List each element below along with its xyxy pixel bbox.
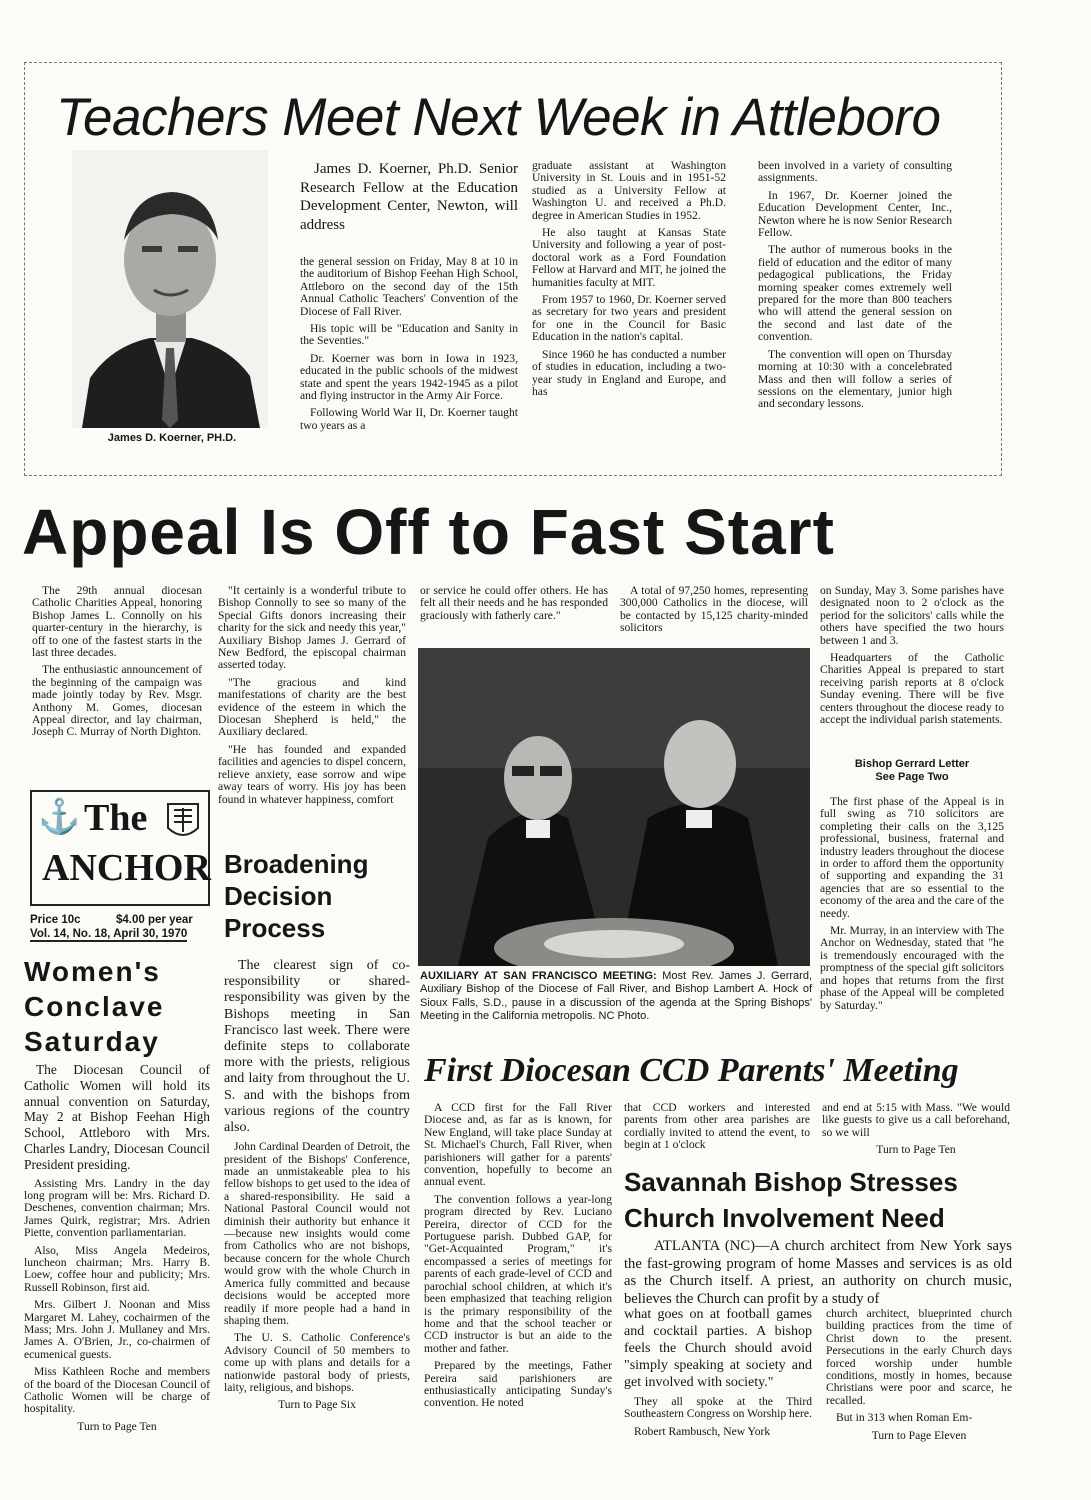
paragraph: or service he could offer others. He has felt all their needs and he has responded graciously with fatherly care." <box>420 584 608 622</box>
appeal-col5b <box>820 796 1004 1017</box>
paragraph: "It certainly is a wonderful tribute to Bishop Connolly to see so many of the Special Gifts donors increasing their charity for the sick and needy this year," Auxiliary Bishop James J. Gerrard of New Bedford, the episcopal chairman asserted today. <box>218 584 406 672</box>
paragraph: Robert Rambusch, New York <box>634 1424 771 1438</box>
paragraph: Also, Miss Angela Medeiros, luncheon chairman; Mrs. Harry B. Loew, coffee hour and publicity; Mrs. Russell Robinson, first aid. <box>24 1243 210 1294</box>
paragraph: His topic will be "Education and Sanity in the Seventies." <box>300 322 518 348</box>
paragraph: Assisting Mrs. Landry in the day long program will be: Mrs. Richard D. Deschenes, convention chairman; Mrs. James Quirk, registrar; Mrs. Adrien Piette, convention parliamentarian. <box>24 1176 210 1240</box>
teachers-col3 <box>758 160 952 416</box>
bishops-photo <box>418 648 810 966</box>
paragraph: been involved in a variety of consulting assignments. <box>758 159 952 185</box>
see-page-ref <box>820 758 1004 784</box>
appeal-col1 <box>32 585 202 744</box>
masthead-subscription: $4.00 per year <box>116 914 193 926</box>
paragraph: church architect, blueprinted church building practices from the time of Christ down to the present. Persecutions in the early Church days forced worship under humble conditions, mostly in homes, because Christians were poor and scarce, he recalled. <box>826 1307 1012 1407</box>
paragraph: The convention follows a year-long program directed by Rev. Luciano Pereira, director of CCD for the Portuguese parish. Dubbed GAP, for "Get-Acquainted Program," it's encompassed a series of meetings for parents of each grade-level of CCD and parochial school children, at which it's been emphasized that teaching religion is the primary responsibility of the home and that the school teacher or CCD instructor is but an aide to the mother and father. <box>424 1192 612 1355</box>
caption-text: Most Rev. James J. Gerrard, Auxiliary Bishop of the Diocese of Fall River, and Bishop Lambert A. Hock of Sioux Falls, S.D., pause in a discussion of the agenda at the Spring Bishops' Meeting in the California metropolis. NC Photo. <box>420 970 812 1023</box>
paragraph: The Diocesan Council of Catholic Women will hold its annual convention on Saturday, May 2 at Bishop Feehan High School, Attleboro with Mrs. Charles Landry, Diocesan Council President presiding. <box>24 1062 210 1172</box>
anchor-icon: ⚓ <box>38 799 81 836</box>
savannah-col2 <box>826 1308 1012 1447</box>
ccd-col1 <box>424 1102 612 1415</box>
appeal-headline: Appeal Is Off to Fast Start <box>22 496 835 568</box>
turn-to-page: Turn to Page Six <box>278 1398 356 1412</box>
savannah-headline: Savannah Bishop Stresses Church Involvement Need <box>624 1167 958 1233</box>
paragraph: and end at 5:15 with Mass. "We would like guests to give us a call beforehand, so we will <box>822 1101 1010 1139</box>
appeal-col5 <box>820 585 1004 731</box>
paragraph: "The gracious and kind manifestations of charity are the best evidence of the esteem in which the Diocesan Shepherd is held," the Auxiliary declared. <box>218 675 406 739</box>
photo-caption <box>420 970 812 1024</box>
paragraph: Dr. Koerner was born in Iowa in 1923, educated in the public schools of the midwest state and spent the years 1942-1945 as a pilot and flying instructor in the Army Air Force. <box>300 351 518 403</box>
appeal-col4 <box>620 585 808 640</box>
paragraph: what goes on at football games and cocktail parties. A bishop feels the Church should avoid "simply speaking at society and get involved with society." <box>624 1307 812 1390</box>
paragraph: John Cardinal Dearden of Detroit, the president of the Bishops' Conference, made an unmistakeable plea to his fellow bishops to get used to the idea of a shared-responsibility. He said a National Pastoral Council would not diminish their authority but enhance it—because new insights would come from Catholics who are not bishops, because concern for the whole Church would grow with the whole Church in America fully committed and because decisions would be accepted more readily if more people had a hand in shaping them. <box>224 1140 410 1327</box>
turn-to-page: Turn to Page Ten <box>77 1419 157 1433</box>
paragraph: the general session on Friday, May 8 at 10 in the auditorium of Bishop Feehan High School, Attleboro on the second day of the 15th Annual Catholic Teachers' Convention of the Diocese of Fall River. <box>300 255 518 318</box>
teachers-headline: Teachers Meet Next Week in Attleboro <box>56 88 941 147</box>
paragraph: on Sunday, May 3. Some parishes have designated noon to 2 o'clock as the period for the solicitors' calls while the others have specified the two hours between 1 and 3. <box>820 584 1004 647</box>
paragraph: Following World War II, Dr. Koerner taught two years as a <box>300 406 518 432</box>
masthead-price: Price 10c <box>30 914 81 926</box>
turn-to-page: Turn to Page Eleven <box>871 1428 967 1442</box>
diocesan-seal <box>166 802 200 842</box>
teachers-lead: James D. Koerner, Ph.D. Senior Research Fellow at the Education Development Center, Newton, will address <box>300 161 518 233</box>
paragraph: From 1957 to 1960, Dr. Koerner served as secretary for two years and president for one in the Council for Basic Education in the nation's capital. <box>532 293 726 344</box>
paragraph: Miss Kathleen Roche and members of the board of the Diocesan Council of Catholic Women will be charge of hospitality. <box>24 1365 210 1416</box>
paragraph: The enthusiastic announcement of the beginning of the campaign was made jointly today by Rev. Msgr. Anthony M. Gomes, diocesan Appeal director, and lay chairman, Joseph C. Murray of North Dighton. <box>32 663 202 739</box>
paragraph: Headquarters of the Catholic Charities Appeal is prepared to start receiving parish reports at 8 o'clock Sunday evening. There will be five centers throughout the diocese ready to accept the individual parish statements. <box>820 651 1004 727</box>
masthead-name-line1: The <box>84 797 148 839</box>
paragraph: Mrs. Gilbert J. Noonan and Miss Margaret M. Lahey, cochairmen of the Mass; Mrs. John J. Mullaney and Mrs. James A. O'Brien, Jr., co-chairmen of ecumenical guests. <box>24 1298 210 1361</box>
paragraph: A total of 97,250 homes, representing 300,000 Catholics in the diocese, will be contacted by 15,125 charity-minded solicitors <box>620 584 808 635</box>
paragraph: They all spoke at the Third Southeastern Congress on Worship here. <box>624 1395 812 1421</box>
teachers-col2 <box>532 160 726 403</box>
paragraph: The 29th annual diocesan Catholic Charities Appeal, honoring Bishop James L. Connolly on his quarter-century in the hierarchy, is off to one of the fastest starts in the last three decades. <box>32 584 202 660</box>
womens-headline: Women's Conclave Saturday <box>24 956 165 1057</box>
paragraph: Since 1960 he has conducted a number of studies in education, including a two-year study in England and Europe, and has <box>532 347 726 398</box>
turn-to-page: Turn to Page Ten <box>876 1143 956 1157</box>
paragraph: Prepared by the meetings, Father Pereira said parishioners are enthusiastically anticipating Sunday's convention. He noted <box>424 1359 612 1410</box>
teachers-col1 <box>300 256 518 437</box>
ref-line: See Page Two <box>875 771 949 783</box>
paragraph: The author of numerous books in the field of education and the editor of many pedagogical publications, the Friday morning speaker comes extremely well prepared for the more than 800 teachers who will attend the general session on the second and last date of the convention. <box>758 243 952 344</box>
paragraph: "He has founded and expanded facilities and agencies to dispel concern, relieve anxiety, ease sorrow and wipe away tears of worry. His joy has been found in whatever happiness, comfort <box>218 742 406 806</box>
broadening-headline: Broadening Decision Process <box>224 849 369 943</box>
paragraph: The convention will open on Thursday morning at 10:30 with a concelebrated Mass and then will follow a series of sessions on the elementary, junior high and secondary lessons. <box>758 347 952 411</box>
ref-line: Bishop Gerrard Letter <box>854 758 970 770</box>
paragraph: The first phase of the Appeal is in full swing as 710 solicitors are completing their calls on the 3,125 professional, business, fraternal and industry leaders throughout the diocese in order to afford them the opportunity of supporting and expanding the 31 agencies that are so essential to the economy of the area and the care of the needy. <box>820 795 1004 920</box>
paragraph: Mr. Murray, in an interview with The Anchor on Wednesday, stated that "he is tremendously encouraged with the promptness of the special gift solicitors and hopes that returns from the first phase of the Appeal will be completed by Saturday." <box>820 924 1004 1012</box>
masthead-volume: Vol. 14, No. 18, April 30, 1970 <box>30 928 188 940</box>
savannah-col1 <box>624 1306 812 1443</box>
paragraph: A CCD first for the Fall River Diocese and, as far as is known, for New England, will take place Sunday at St. Michael's Church, Fall River, when parishioners will gather for a parents' convention, hopefully to become an annual event. <box>424 1101 612 1189</box>
caption-lead: AUXILIARY AT SAN FRANCISCO MEETING: <box>420 970 657 982</box>
ccd-col2 <box>624 1102 810 1157</box>
broadening-body <box>224 958 410 1417</box>
koerner-portrait <box>72 150 268 428</box>
ccd-headline: First Diocesan CCD Parents' Meeting <box>424 1052 959 1089</box>
appeal-col2 <box>218 585 406 811</box>
ccd-col3 <box>822 1102 1010 1162</box>
masthead-box <box>30 790 210 906</box>
paragraph: The U. S. Catholic Conference's Advisory Council of 50 members to come up with plans and details for a nationwide pastoral body of priests, laity, religious, and bishops. <box>224 1331 410 1394</box>
savannah-lead: ATLANTA (NC)—A church architect from New York says the fast-growing program of home Masses and services is as old as the Church itself. A priest, an authority on church music, believes the Church can profit by a study of <box>624 1238 1012 1307</box>
appeal-col3 <box>420 585 608 627</box>
portrait-caption: James D. Koerner, PH.D. <box>107 432 237 444</box>
womens-body <box>24 1062 210 1438</box>
paragraph: He also taught at Kansas State University and following a year of post-doctoral work as a Ford Foundation Fellow at Harvard and MIT, he joined the humanities faculty at MIT. <box>532 226 726 289</box>
masthead-name-line2: ANCHOR <box>42 847 211 889</box>
paragraph: that CCD workers and interested parents from other area parishes are cordially invited to attend the event, to begin at 1 o'clock <box>624 1101 810 1152</box>
paragraph: The clearest sign of co-responsibility or shared-responsibility was given by the Bishops meeting in San Francisco last week. There were definite steps to collaborate more with the priests, religious and laity from throughout the U. S. and with the bishops from various regions of the country also. <box>224 958 410 1136</box>
paragraph: In 1967, Dr. Koerner joined the Education Development Center, Inc., Newton where he is now Senior Research Fellow. <box>758 188 952 240</box>
paragraph: graduate assistant at Washington University in St. Louis and in 1951-52 studied as a University Fellow at Washington U. and received a Ph.D. degree in American Studies in 1952. <box>532 159 726 222</box>
paragraph: But in 313 when Roman Em- <box>836 1411 973 1425</box>
